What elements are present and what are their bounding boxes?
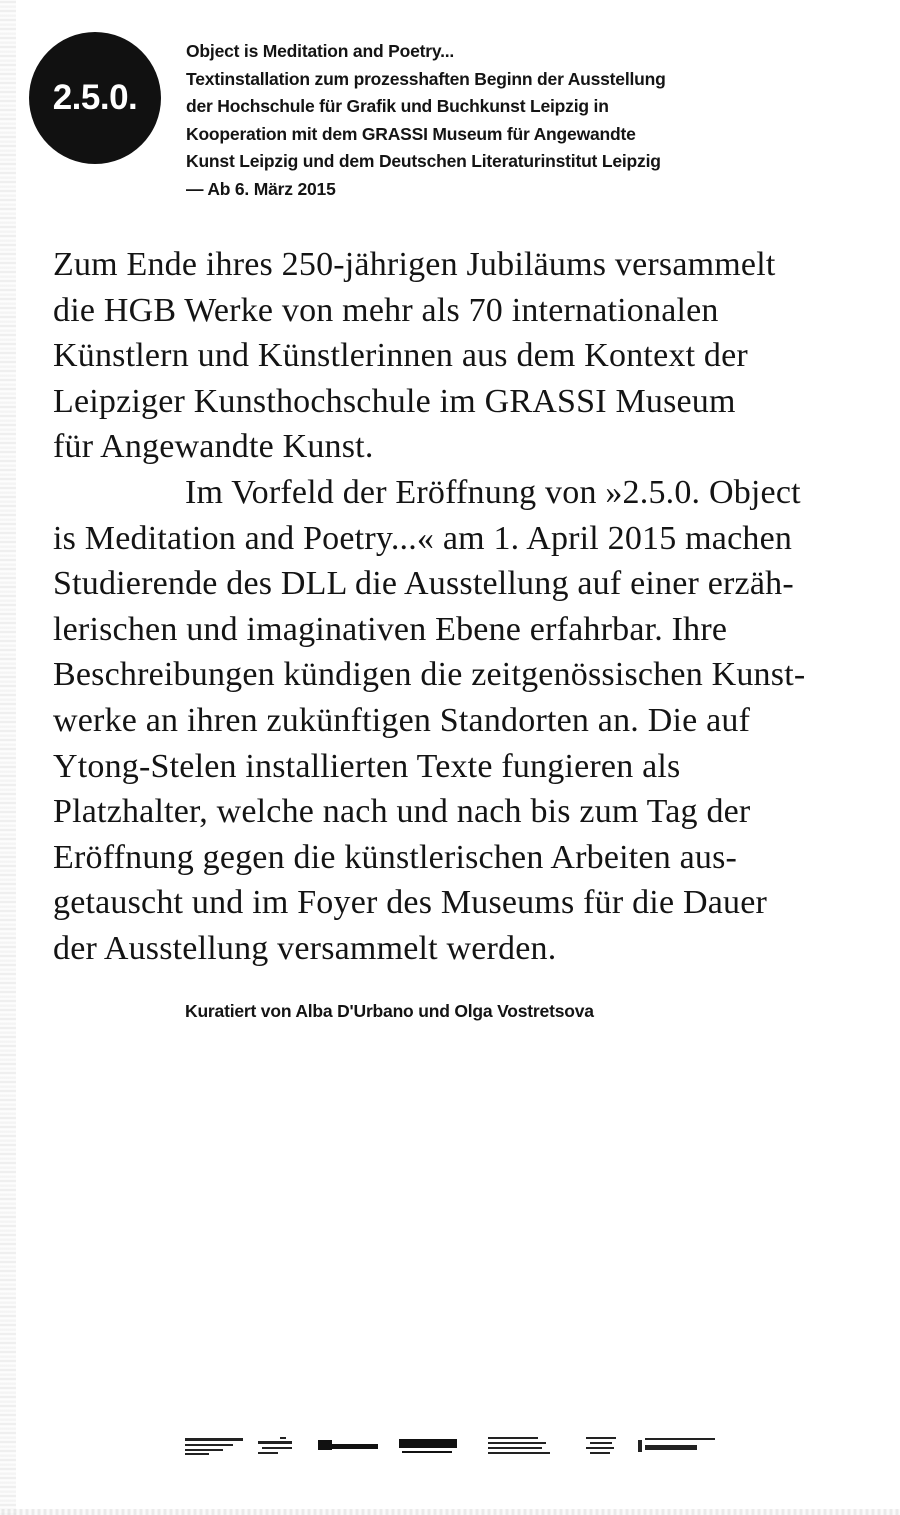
body-line: is Meditation and Poetry...« am 1. April 2015 machen (53, 519, 793, 557)
body-line: Studierende des DLL die Ausstellung auf einer erzäh- (53, 565, 794, 603)
sponsor-logo-5 (488, 1437, 550, 1454)
sponsor-logo-6 (586, 1437, 616, 1454)
body-line: Platzhalter, welche nach und nach bis zum Tag der (53, 793, 751, 831)
body-line: der Ausstellung versammelt werden. (53, 929, 557, 967)
paper-edge-bottom (0, 1509, 900, 1515)
sponsor-logo-2 (258, 1437, 292, 1454)
body-line: getauscht und im Foyer des Museums für die Dauer (53, 884, 768, 922)
badge-label: 2.5.0. (52, 78, 138, 117)
sponsor-logo-4 (399, 1439, 457, 1453)
body-line: Im Vorfeld der Eröffnung von »2.5.0. Object (185, 473, 801, 511)
header-line: der Hochschule für Grafik und Buchkunst Leipzig in (186, 96, 609, 116)
sponsor-logo-7 (638, 1438, 715, 1452)
curator-credit: Kuratiert von Alba D'Urbano und Olga Vostretsova (185, 1001, 594, 1021)
body-line: Beschreibungen kündigen die zeitgenössischen Kunst- (53, 656, 806, 694)
number-badge (29, 32, 161, 164)
body-line: Ytong-Stelen installierten Texte fungieren als (53, 747, 681, 785)
header-line: Kunst Leipzig und dem Deutschen Literaturinstitut Leipzig (186, 151, 661, 171)
sponsor-logos (0, 1428, 900, 1468)
body-line: lerischen und imaginativen Ebene erfahrbar. Ihre (53, 610, 728, 648)
body-line: werke an ihren zukünftigen Standorten an. Die auf (53, 701, 751, 739)
body-line: für Angewandte Kunst. (53, 428, 374, 466)
paper-edge-left (0, 0, 16, 1515)
header-line: Textinstallation zum prozesshaften Beginn der Ausstellung (186, 68, 666, 89)
body-line: Künstlern und Künstlerinnen aus dem Kontext der (53, 337, 748, 375)
body-line: Eröffnung gegen die künstlerischen Arbeiten aus- (53, 838, 738, 876)
header-line: Kooperation mit dem GRASSI Museum für Angewandte (186, 123, 636, 144)
body-line: Leipziger Kunsthochschule im GRASSI Museum (53, 382, 736, 420)
body-text (53, 242, 883, 972)
sponsor-logo-3 (318, 1440, 378, 1450)
sponsor-logo-1 (185, 1438, 243, 1455)
body-line: die HGB Werke von mehr als 70 internationalen (53, 291, 719, 329)
header-line: Object is Meditation and Poetry... (186, 41, 455, 61)
header-line: — Ab 6. März 2015 (186, 178, 336, 199)
body-line: Zum Ende ihres 250-jährigen Jubiläums versammelt (53, 246, 776, 283)
header-block (186, 38, 886, 203)
